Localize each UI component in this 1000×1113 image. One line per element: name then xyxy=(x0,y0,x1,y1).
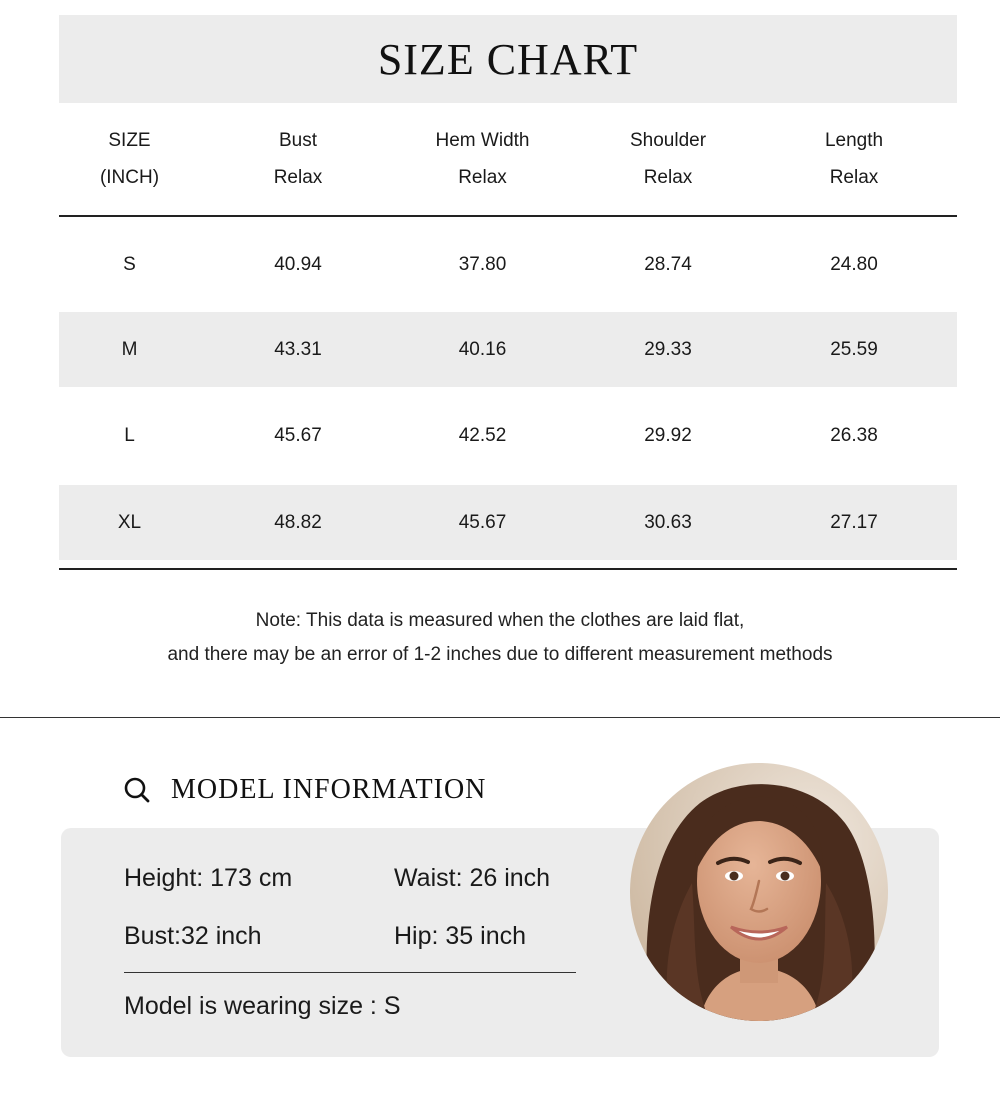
measurement-note xyxy=(0,604,1000,672)
column-header-hem-width: Hem Width Relax xyxy=(435,130,530,188)
table-cell: 37.80 xyxy=(458,253,507,275)
size-chart-title-bar xyxy=(59,15,957,103)
model-waist: Waist: 26 inch xyxy=(394,864,551,892)
search-icon xyxy=(123,776,151,804)
model-height: Height: 173 cm xyxy=(124,864,293,892)
table-cell: 28.74 xyxy=(644,253,692,275)
size-table xyxy=(59,103,957,560)
note-line: Note: This data is measured when the clothes are laid flat, xyxy=(255,610,745,631)
table-cell-size: S xyxy=(123,253,136,275)
table-cell: 40.16 xyxy=(458,338,507,360)
table-cell: 42.52 xyxy=(458,425,507,446)
model-info-heading xyxy=(123,774,486,806)
table-cell: 48.82 xyxy=(274,511,322,533)
model-hip: Hip: 35 inch xyxy=(394,922,527,950)
table-row xyxy=(59,312,957,387)
table-header xyxy=(59,103,957,217)
table-cell-size: M xyxy=(121,338,138,360)
table-cell: 25.59 xyxy=(830,338,878,360)
table-cell: 40.94 xyxy=(274,253,322,275)
table-cell: 27.17 xyxy=(830,511,878,533)
table-cell: 43.31 xyxy=(274,338,322,360)
table-cell: 45.67 xyxy=(458,511,507,533)
model-info-rule xyxy=(124,972,576,973)
section-divider xyxy=(0,717,1000,718)
table-row xyxy=(59,217,957,312)
note-line: and there may be an error of 1-2 inches due to different measurement methods xyxy=(167,644,833,665)
column-header-bust: Bust Relax xyxy=(273,130,323,188)
model-avatar xyxy=(630,763,888,1021)
table-cell: 30.63 xyxy=(644,511,692,533)
table-cell: 45.67 xyxy=(274,425,322,446)
page-title: SIZE CHART xyxy=(377,34,639,84)
table-cell: 24.80 xyxy=(830,253,878,275)
table-cell-size: XL xyxy=(117,511,142,533)
table-row xyxy=(59,387,957,485)
model-portrait xyxy=(630,763,888,1021)
model-wearing-size: Model is wearing size : S xyxy=(124,992,401,1020)
table-cell: 29.92 xyxy=(644,425,692,446)
model-info-title: MODEL INFORMATION xyxy=(171,774,487,805)
table-bottom-rule xyxy=(59,568,957,570)
column-header-shoulder: Shoulder Relax xyxy=(629,130,707,188)
column-header-size: SIZE (INCH) xyxy=(99,130,160,188)
model-bust: Bust:32 inch xyxy=(124,922,262,950)
table-cell: 26.38 xyxy=(830,425,878,446)
table-cell-size: L xyxy=(124,425,135,446)
column-header-length: Length Relax xyxy=(824,130,884,188)
table-row xyxy=(59,485,957,560)
table-cell: 29.33 xyxy=(644,338,692,360)
